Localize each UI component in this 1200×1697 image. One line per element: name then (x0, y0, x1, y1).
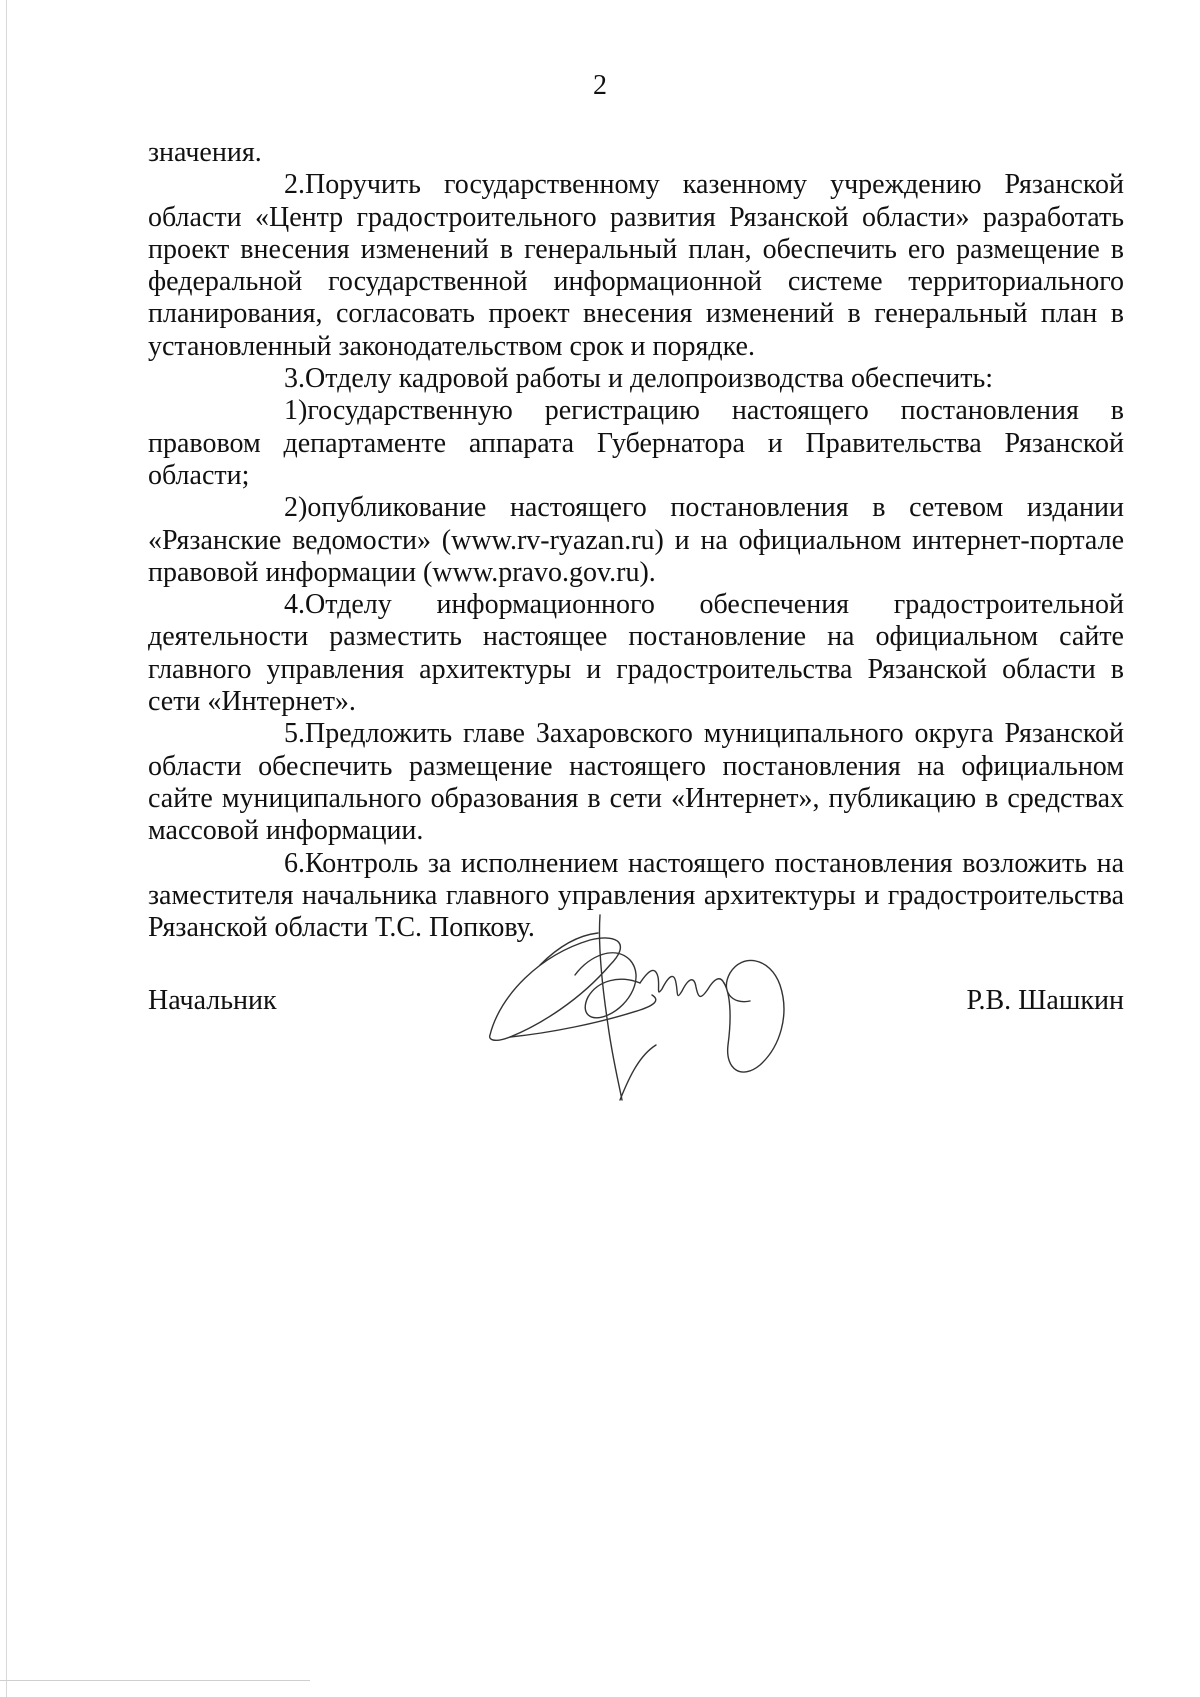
paragraph-text: опубликование настоящего постановления в сетевом издании «Рязанские ведомости» (www.rv-ryazan.ru) и на официальном интернет-портале правовой информации (www.pravo.gov.ru). (148, 492, 1124, 588)
item-number: 4. (284, 589, 305, 621)
scan-bottom-line (0, 1680, 310, 1681)
paragraph-text: Отделу кадровой работы и делопроизводства обеспечить: (305, 363, 994, 395)
item-number: 5. (284, 718, 305, 750)
subparagraph-3-1 (148, 395, 1124, 492)
paragraph-continuation (148, 137, 1124, 169)
item-number: 1) (284, 395, 308, 427)
paragraph-3 (148, 363, 1124, 395)
paragraph-text: Предложить главе Захаровского муниципального округа Рязанской области обеспечить размещение настоящего постановления на официальном сайте муниципального образования в сети «Интернет», публикацию в средствах массовой информации. (148, 718, 1124, 847)
item-number: 2) (284, 492, 308, 524)
paragraph-2 (148, 169, 1124, 363)
subparagraph-3-2 (148, 492, 1124, 589)
item-number: 3. (284, 363, 305, 395)
paragraph-4 (148, 589, 1124, 718)
paragraph-text: Поручить государственному казенному учреждению Рязанской области «Центр градостроительного развития Рязанской области» разработать проект внесения изменений в генеральный план, обеспечить его размещение в федеральной государственной информационной системе территориального планирования, согласовать проект внесения изменений в генеральный план в установленный законодательством срок и порядке. (148, 169, 1124, 362)
signature-block (148, 985, 1124, 1025)
page-number: 2 (593, 70, 607, 101)
paragraph-text: Отделу информационного обеспечения градостроительной деятельности разместить настоящее постановление на официальном сайте главного управления архитектуры и градостроительства Рязанской области в сети «Интернет». (148, 589, 1124, 718)
scan-edge-line (6, 0, 7, 1697)
item-number: 6. (284, 847, 305, 879)
paragraph-text: Контроль за исполнением настоящего постановления возложить на заместителя начальника главного управления архитектуры и градостроительства Рязанской области Т.С. Попкову. (148, 847, 1124, 944)
paragraph-5 (148, 718, 1124, 847)
document-body (148, 137, 1124, 944)
signatory-name: Р.В. Шашкин (966, 985, 1124, 1016)
signatory-title: Начальник (148, 985, 277, 1016)
item-number: 2. (284, 169, 305, 201)
paragraph-text: значения. (148, 137, 262, 168)
paragraph-text: государственную регистрацию настоящего постановления в правовом департаменте аппарата Губернатора и Правительства Рязанской области; (148, 395, 1124, 491)
